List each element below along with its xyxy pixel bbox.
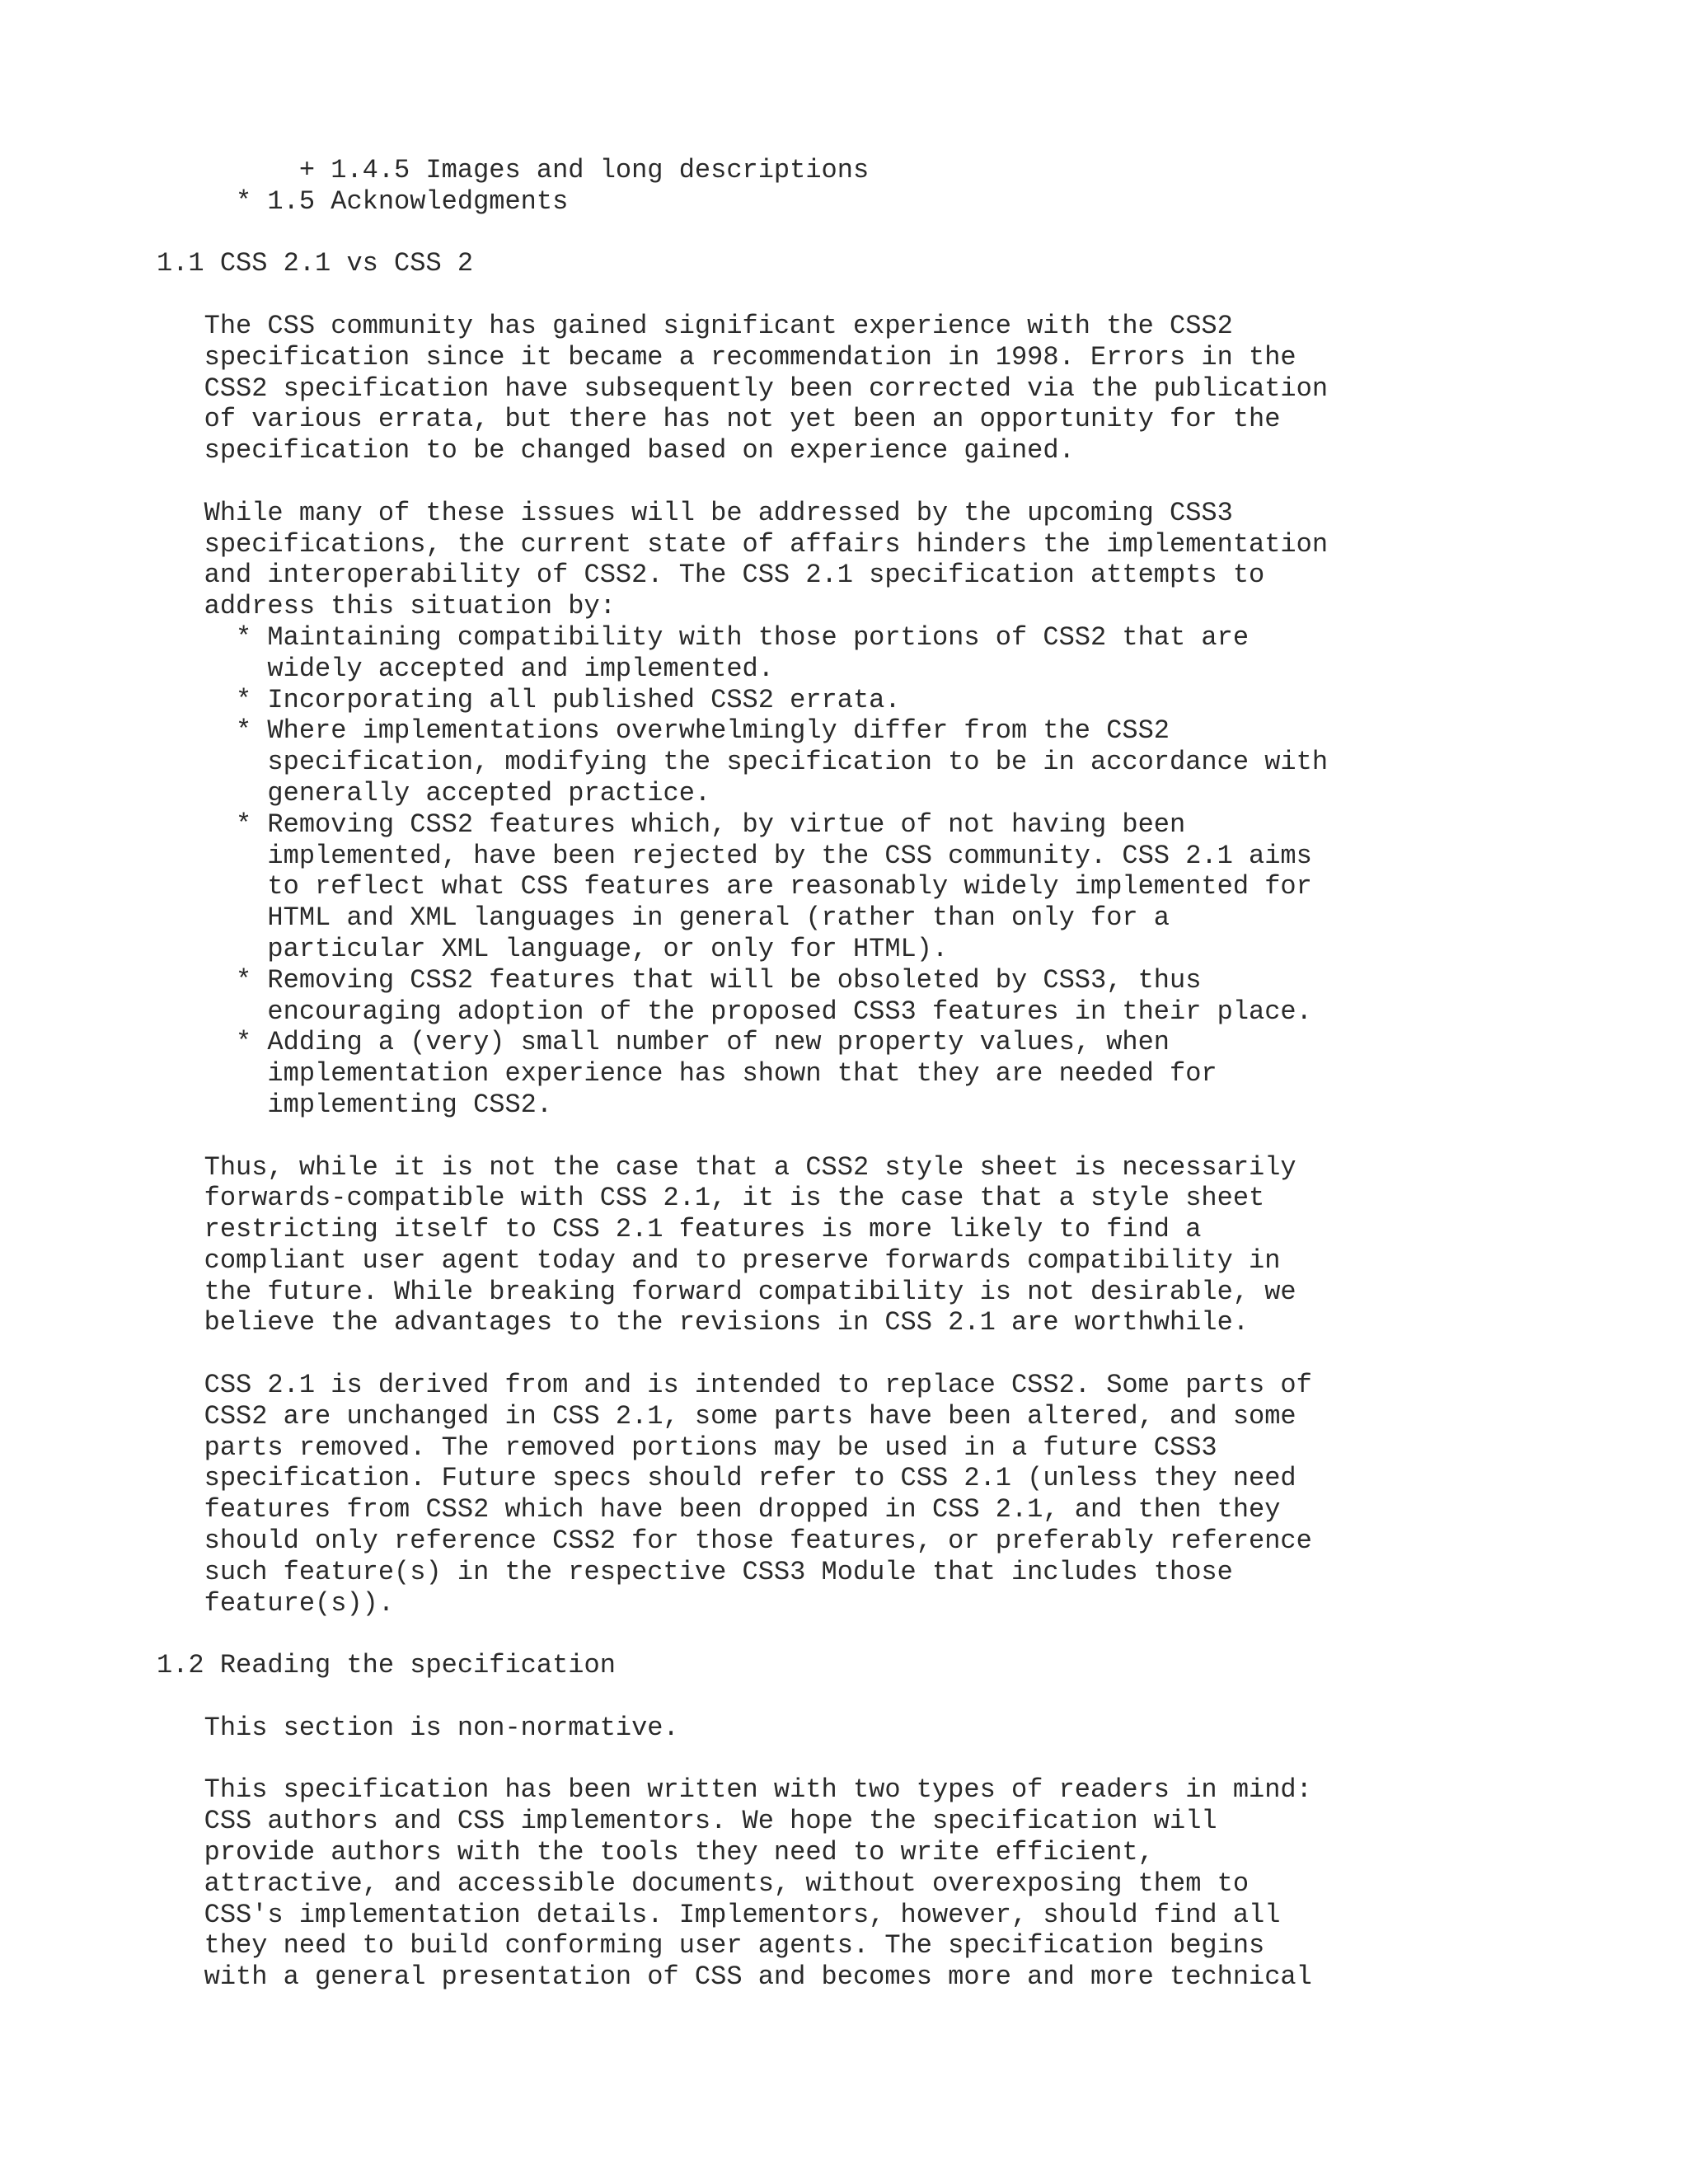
text-line: specification since it became a recommendation in 1998. Errors in the: [157, 341, 1296, 373]
text-line: While many of these issues will be addressed by the upcoming CSS3: [157, 497, 1233, 528]
text-line: specification, modifying the specification to be in accordance with: [157, 747, 1329, 778]
text-line: to reflect what CSS features are reasonably widely implemented for: [157, 871, 1312, 902]
text-line: they need to build conforming user agents. The specification begins: [157, 1930, 1265, 1961]
text-line: restricting itself to CSS 2.1 features is more likely to find a: [157, 1214, 1202, 1245]
text-line: [157, 1681, 1328, 1713]
text-line: * Removing CSS2 features which, by virtue of not having been: [157, 808, 1186, 840]
text-line: HTML and XML languages in general (rather than only for a: [157, 902, 1170, 934]
text-line: should only reference CSS2 for those features, or preferably reference: [157, 1526, 1312, 1557]
text-line: * Where implementations overwhelmingly differ from the CSS2: [157, 715, 1170, 747]
text-line: [157, 1121, 1328, 1152]
text-line: such feature(s) in the respective CSS3 Module that includes those: [157, 1556, 1233, 1587]
text-line: provide authors with the tools they need to write efficient,: [157, 1837, 1154, 1868]
text-line: [157, 1619, 1328, 1650]
text-line: generally accepted practice.: [157, 777, 711, 808]
text-line: implemented, have been rejected by the CSS community. CSS 2.1 aims: [157, 840, 1312, 871]
text-line: parts removed. The removed portions may be used in a future CSS3: [157, 1432, 1217, 1463]
text-line: [157, 279, 1328, 311]
text-line: the future. While breaking forward compatibility is not desirable, we: [157, 1276, 1296, 1307]
text-line: * Incorporating all published CSS2 errata.: [157, 684, 901, 715]
text-line: believe the advantages to the revisions in CSS 2.1 are worthwhile.: [157, 1307, 1250, 1338]
text-line: with a general presentation of CSS and becomes more and more technical: [157, 1961, 1312, 1993]
text-line: particular XML language, or only for HTML).: [157, 933, 949, 964]
text-line: [157, 1744, 1328, 1775]
text-line: 1.1 CSS 2.1 vs CSS 2: [157, 248, 474, 279]
text-line: specification. Future specs should refer to CSS 2.1 (unless they need: [157, 1463, 1296, 1494]
text-line: The CSS community has gained significant experience with the CSS2: [157, 310, 1233, 341]
text-line: features from CSS2 which have been dropped in CSS 2.1, and then they: [157, 1494, 1281, 1526]
text-line: implementing CSS2.: [157, 1089, 553, 1120]
text-line: specifications, the current state of affairs hinders the implementation: [157, 528, 1329, 560]
text-line: 1.2 Reading the specification: [157, 1650, 616, 1681]
text-line: CSS2 specification have subsequently been corrected via the publication: [157, 373, 1329, 404]
text-line: [157, 466, 1328, 498]
document-text: [157, 155, 1328, 1993]
text-line: * Removing CSS2 features that will be obsoleted by CSS3, thus: [157, 964, 1202, 996]
text-line: attractive, and accessible documents, without overexposing them to: [157, 1868, 1250, 1899]
text-line: CSS's implementation details. Implementors, however, should find all: [157, 1899, 1281, 1930]
text-line: CSS authors and CSS implementors. We hope the specification will: [157, 1806, 1217, 1837]
text-line: widely accepted and implemented.: [157, 653, 774, 684]
text-line: CSS2 are unchanged in CSS 2.1, some parts have been altered, and some: [157, 1400, 1296, 1432]
text-line: of various errata, but there has not yet been an opportunity for the: [157, 404, 1281, 435]
text-line: + 1.4.5 Images and long descriptions: [157, 155, 870, 185]
text-line: [157, 1338, 1328, 1370]
text-line: specification to be changed based on experience gained.: [157, 435, 1075, 466]
text-line: * Maintaining compatibility with those portions of CSS2 that are: [157, 621, 1250, 653]
text-line: address this situation by:: [157, 591, 616, 622]
text-line: and interoperability of CSS2. The CSS 2.1 specification attempts to: [157, 560, 1265, 591]
text-line: encouraging adoption of the proposed CSS3 features in their place.: [157, 996, 1312, 1027]
text-line: feature(s)).: [157, 1587, 395, 1619]
text-line: implementation experience has shown that they are needed for: [157, 1058, 1217, 1090]
text-line: Thus, while it is not the case that a CSS2 style sheet is necessarily: [157, 1151, 1296, 1183]
text-line: CSS 2.1 is derived from and is intended to replace CSS2. Some parts of: [157, 1370, 1312, 1401]
text-line: * 1.5 Acknowledgments: [157, 185, 569, 217]
text-line: This specification has been written with two types of readers in mind:: [157, 1774, 1312, 1806]
text-line: [157, 218, 1328, 249]
text-line: forwards-compatible with CSS 2.1, it is the case that a style sheet: [157, 1183, 1265, 1214]
text-line: This section is non-normative.: [157, 1712, 679, 1743]
text-line: * Adding a (very) small number of new property values, when: [157, 1027, 1170, 1058]
text-line: compliant user agent today and to preserve forwards compatibility in: [157, 1244, 1281, 1276]
